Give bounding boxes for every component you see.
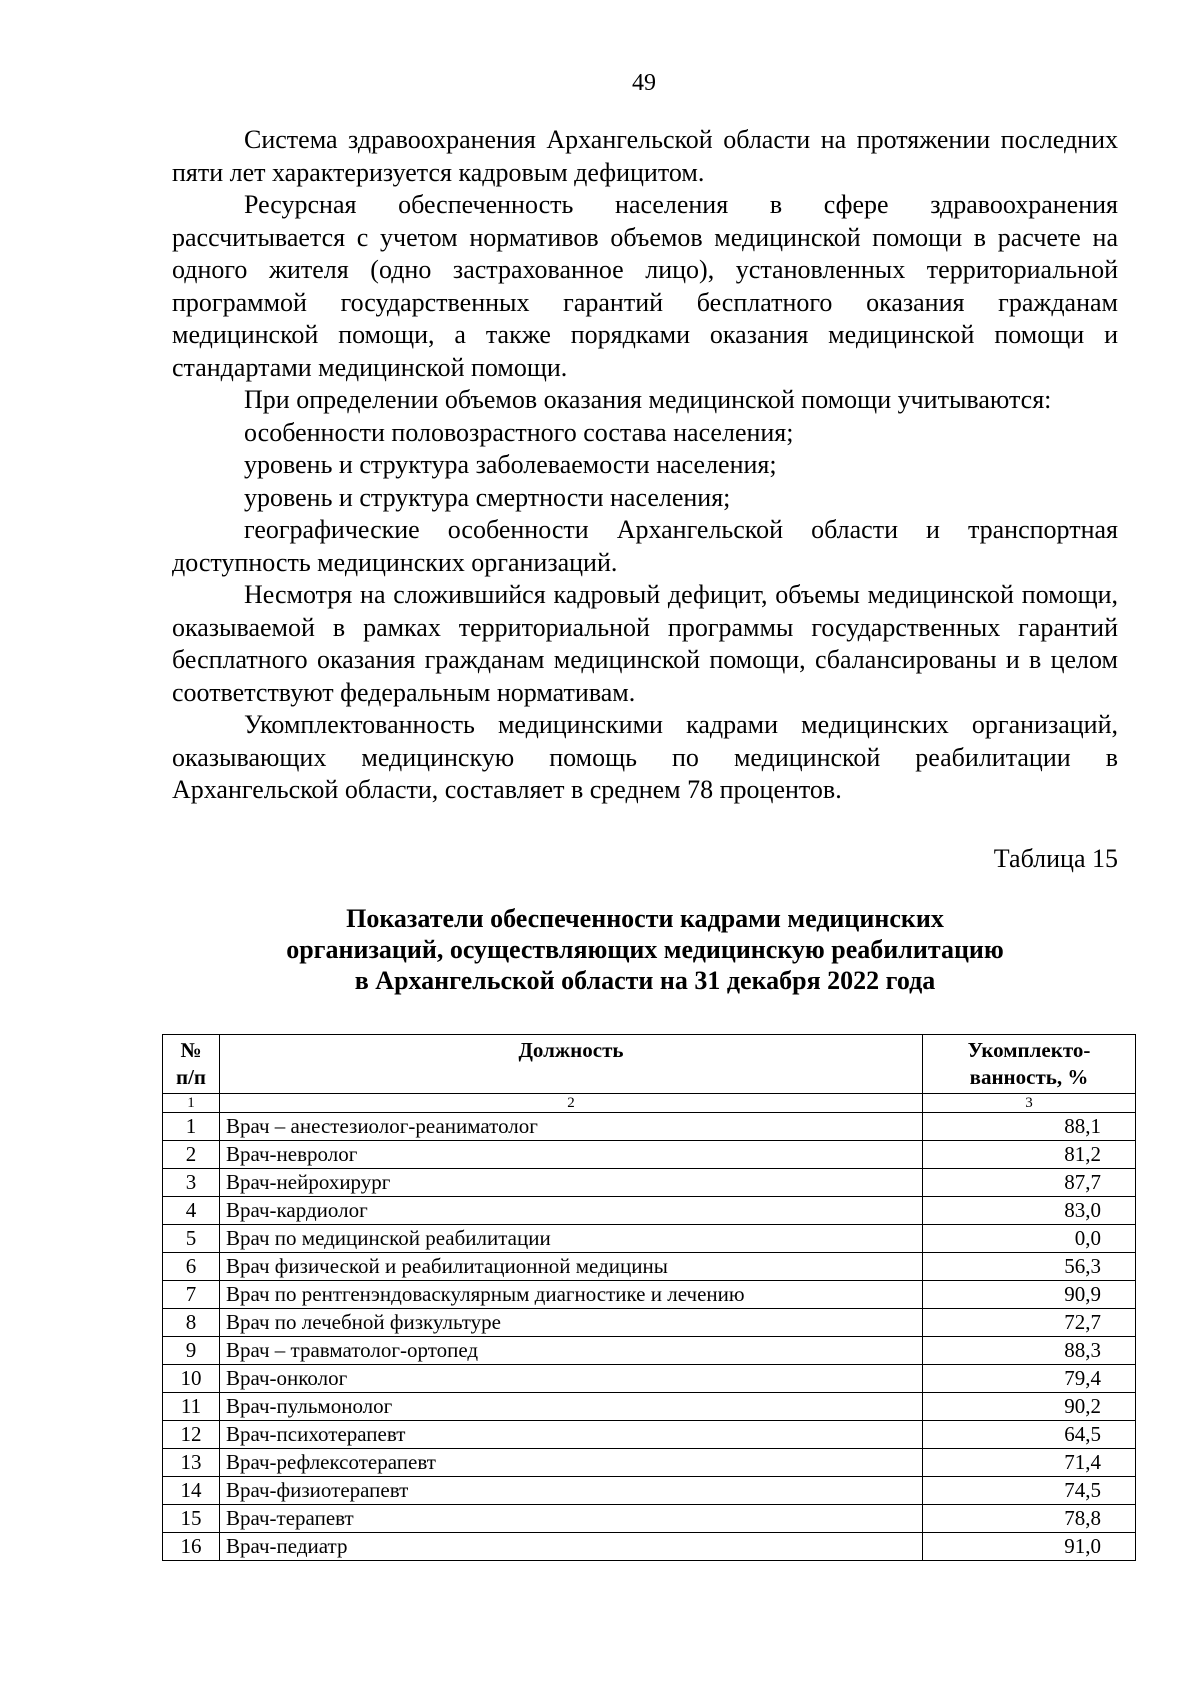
row-position: Врач-нейрохирург	[220, 1169, 923, 1197]
table-row	[163, 1253, 1136, 1281]
body-text	[172, 124, 1118, 807]
row-position: Врач-рефлексотерапевт	[220, 1449, 923, 1477]
table-row	[163, 1533, 1136, 1561]
row-staffing: 87,7	[923, 1169, 1136, 1197]
table-row	[163, 1449, 1136, 1477]
row-staffing: 64,5	[923, 1421, 1136, 1449]
table-row	[163, 1505, 1136, 1533]
row-num: 3	[163, 1169, 220, 1197]
row-staffing: 74,5	[923, 1477, 1136, 1505]
table-title-line: организаций, осуществляющих медицинскую реабилитацию	[286, 935, 1004, 964]
row-staffing: 71,4	[923, 1449, 1136, 1477]
row-position: Врач-физиотерапевт	[220, 1477, 923, 1505]
staffing-table	[162, 1034, 1136, 1561]
row-staffing: 56,3	[923, 1253, 1136, 1281]
row-staffing: 0,0	[923, 1225, 1136, 1253]
list-item: географические особенности Архангельской области и транспортная доступность медицинских организаций.	[172, 515, 1118, 577]
table-row	[163, 1337, 1136, 1365]
row-position: Врач-кардиолог	[220, 1197, 923, 1225]
table-row	[163, 1421, 1136, 1449]
row-staffing: 88,3	[923, 1337, 1136, 1365]
list-item: уровень и структура смертности населения;	[244, 482, 731, 512]
header-position: Должность	[220, 1035, 923, 1094]
row-position: Врач-психотерапевт	[220, 1421, 923, 1449]
paragraph: Несмотря на сложившийся кадровый дефицит, объемы медицинской помощи, оказываемой в рамках территориальной программы государственных гарантий бесплатного оказания гражданам медицинской помощи, сбалансированы и в целом соответствуют федеральным нормативам.	[172, 580, 1118, 707]
table-caption: Таблица 15	[993, 844, 1118, 873]
paragraph: При определении объемов оказания медицинской помощи учитываются:	[244, 385, 1052, 414]
row-staffing: 90,2	[923, 1393, 1136, 1421]
row-staffing: 81,2	[923, 1141, 1136, 1169]
row-position: Врач – анестезиолог-реаниматолог	[220, 1113, 923, 1141]
list-item: особенности половозрастного состава населения;	[244, 417, 794, 447]
row-position: Врач по медицинской реабилитации	[220, 1225, 923, 1253]
column-index: 1	[163, 1094, 220, 1113]
row-staffing: 88,1	[923, 1113, 1136, 1141]
row-position: Врач по рентгенэндоваскулярным диагностике и лечению	[220, 1281, 923, 1309]
paragraph: Ресурсная обеспеченность населения в сфере здравоохранения рассчитывается с учетом нормативов объемов медицинской помощи в расчете на одного жителя (одно застрахованное лицо), установленных территориальной программой государственных гарантий бесплатного оказания гражданам медицинской помощи, а также порядками оказания медицинской помощи и стандартами медицинской помощи.	[172, 190, 1118, 382]
row-num: 2	[163, 1141, 220, 1169]
row-position: Врач-педиатр	[220, 1533, 923, 1561]
row-position: Врач – травматолог-ортопед	[220, 1337, 923, 1365]
row-num: 11	[163, 1393, 220, 1421]
row-num: 9	[163, 1337, 220, 1365]
row-position: Врач физической и реабилитационной медицины	[220, 1253, 923, 1281]
row-position: Врач-пульмонолог	[220, 1393, 923, 1421]
row-num: 8	[163, 1309, 220, 1337]
row-num: 10	[163, 1365, 220, 1393]
table-row	[163, 1393, 1136, 1421]
row-num: 6	[163, 1253, 220, 1281]
row-num: 5	[163, 1225, 220, 1253]
table-row	[163, 1309, 1136, 1337]
table-row	[163, 1225, 1136, 1253]
column-index-row	[163, 1094, 1136, 1113]
row-num: 15	[163, 1505, 220, 1533]
row-staffing: 91,0	[923, 1533, 1136, 1561]
column-index: 3	[923, 1094, 1136, 1113]
table-title-line: в Архангельской области на 31 декабря 2022 года	[354, 966, 936, 995]
column-index: 2	[220, 1094, 923, 1113]
paragraph: Система здравоохранения Архангельской области на протяжении последних пяти лет характеризуется кадровым дефицитом.	[172, 125, 1118, 187]
table-row	[163, 1197, 1136, 1225]
table-row	[163, 1169, 1136, 1197]
table-row	[163, 1113, 1136, 1141]
header-num: № п/п	[163, 1035, 220, 1094]
row-staffing: 83,0	[923, 1197, 1136, 1225]
row-num: 13	[163, 1449, 220, 1477]
row-staffing: 90,9	[923, 1281, 1136, 1309]
row-position: Врач-терапевт	[220, 1505, 923, 1533]
table-row	[163, 1281, 1136, 1309]
header-staffing: Укомплекто-ванность, %	[923, 1035, 1136, 1094]
table-row	[163, 1477, 1136, 1505]
list-item: уровень и структура заболеваемости населения;	[244, 450, 777, 479]
table-title-line: Показатели обеспеченности кадрами медицинских	[346, 904, 944, 933]
row-num: 4	[163, 1197, 220, 1225]
page-number: 49	[632, 70, 656, 96]
row-staffing: 78,8	[923, 1505, 1136, 1533]
row-num: 1	[163, 1113, 220, 1141]
row-num: 16	[163, 1533, 220, 1561]
paragraph: Укомплектованность медицинскими кадрами медицинских организаций, оказывающих медицинскую помощь по медицинской реабилитации в Архангельской области, составляет в среднем 78 процентов.	[172, 710, 1118, 804]
row-num: 12	[163, 1421, 220, 1449]
row-num: 14	[163, 1477, 220, 1505]
table-header-row	[163, 1035, 1136, 1094]
row-position: Врач-онколог	[220, 1365, 923, 1393]
row-position: Врач по лечебной физкультуре	[220, 1309, 923, 1337]
row-staffing: 79,4	[923, 1365, 1136, 1393]
table-title	[172, 903, 1118, 996]
row-position: Врач-невролог	[220, 1141, 923, 1169]
table-row	[163, 1141, 1136, 1169]
row-num: 7	[163, 1281, 220, 1309]
row-staffing: 72,7	[923, 1309, 1136, 1337]
table-row	[163, 1365, 1136, 1393]
